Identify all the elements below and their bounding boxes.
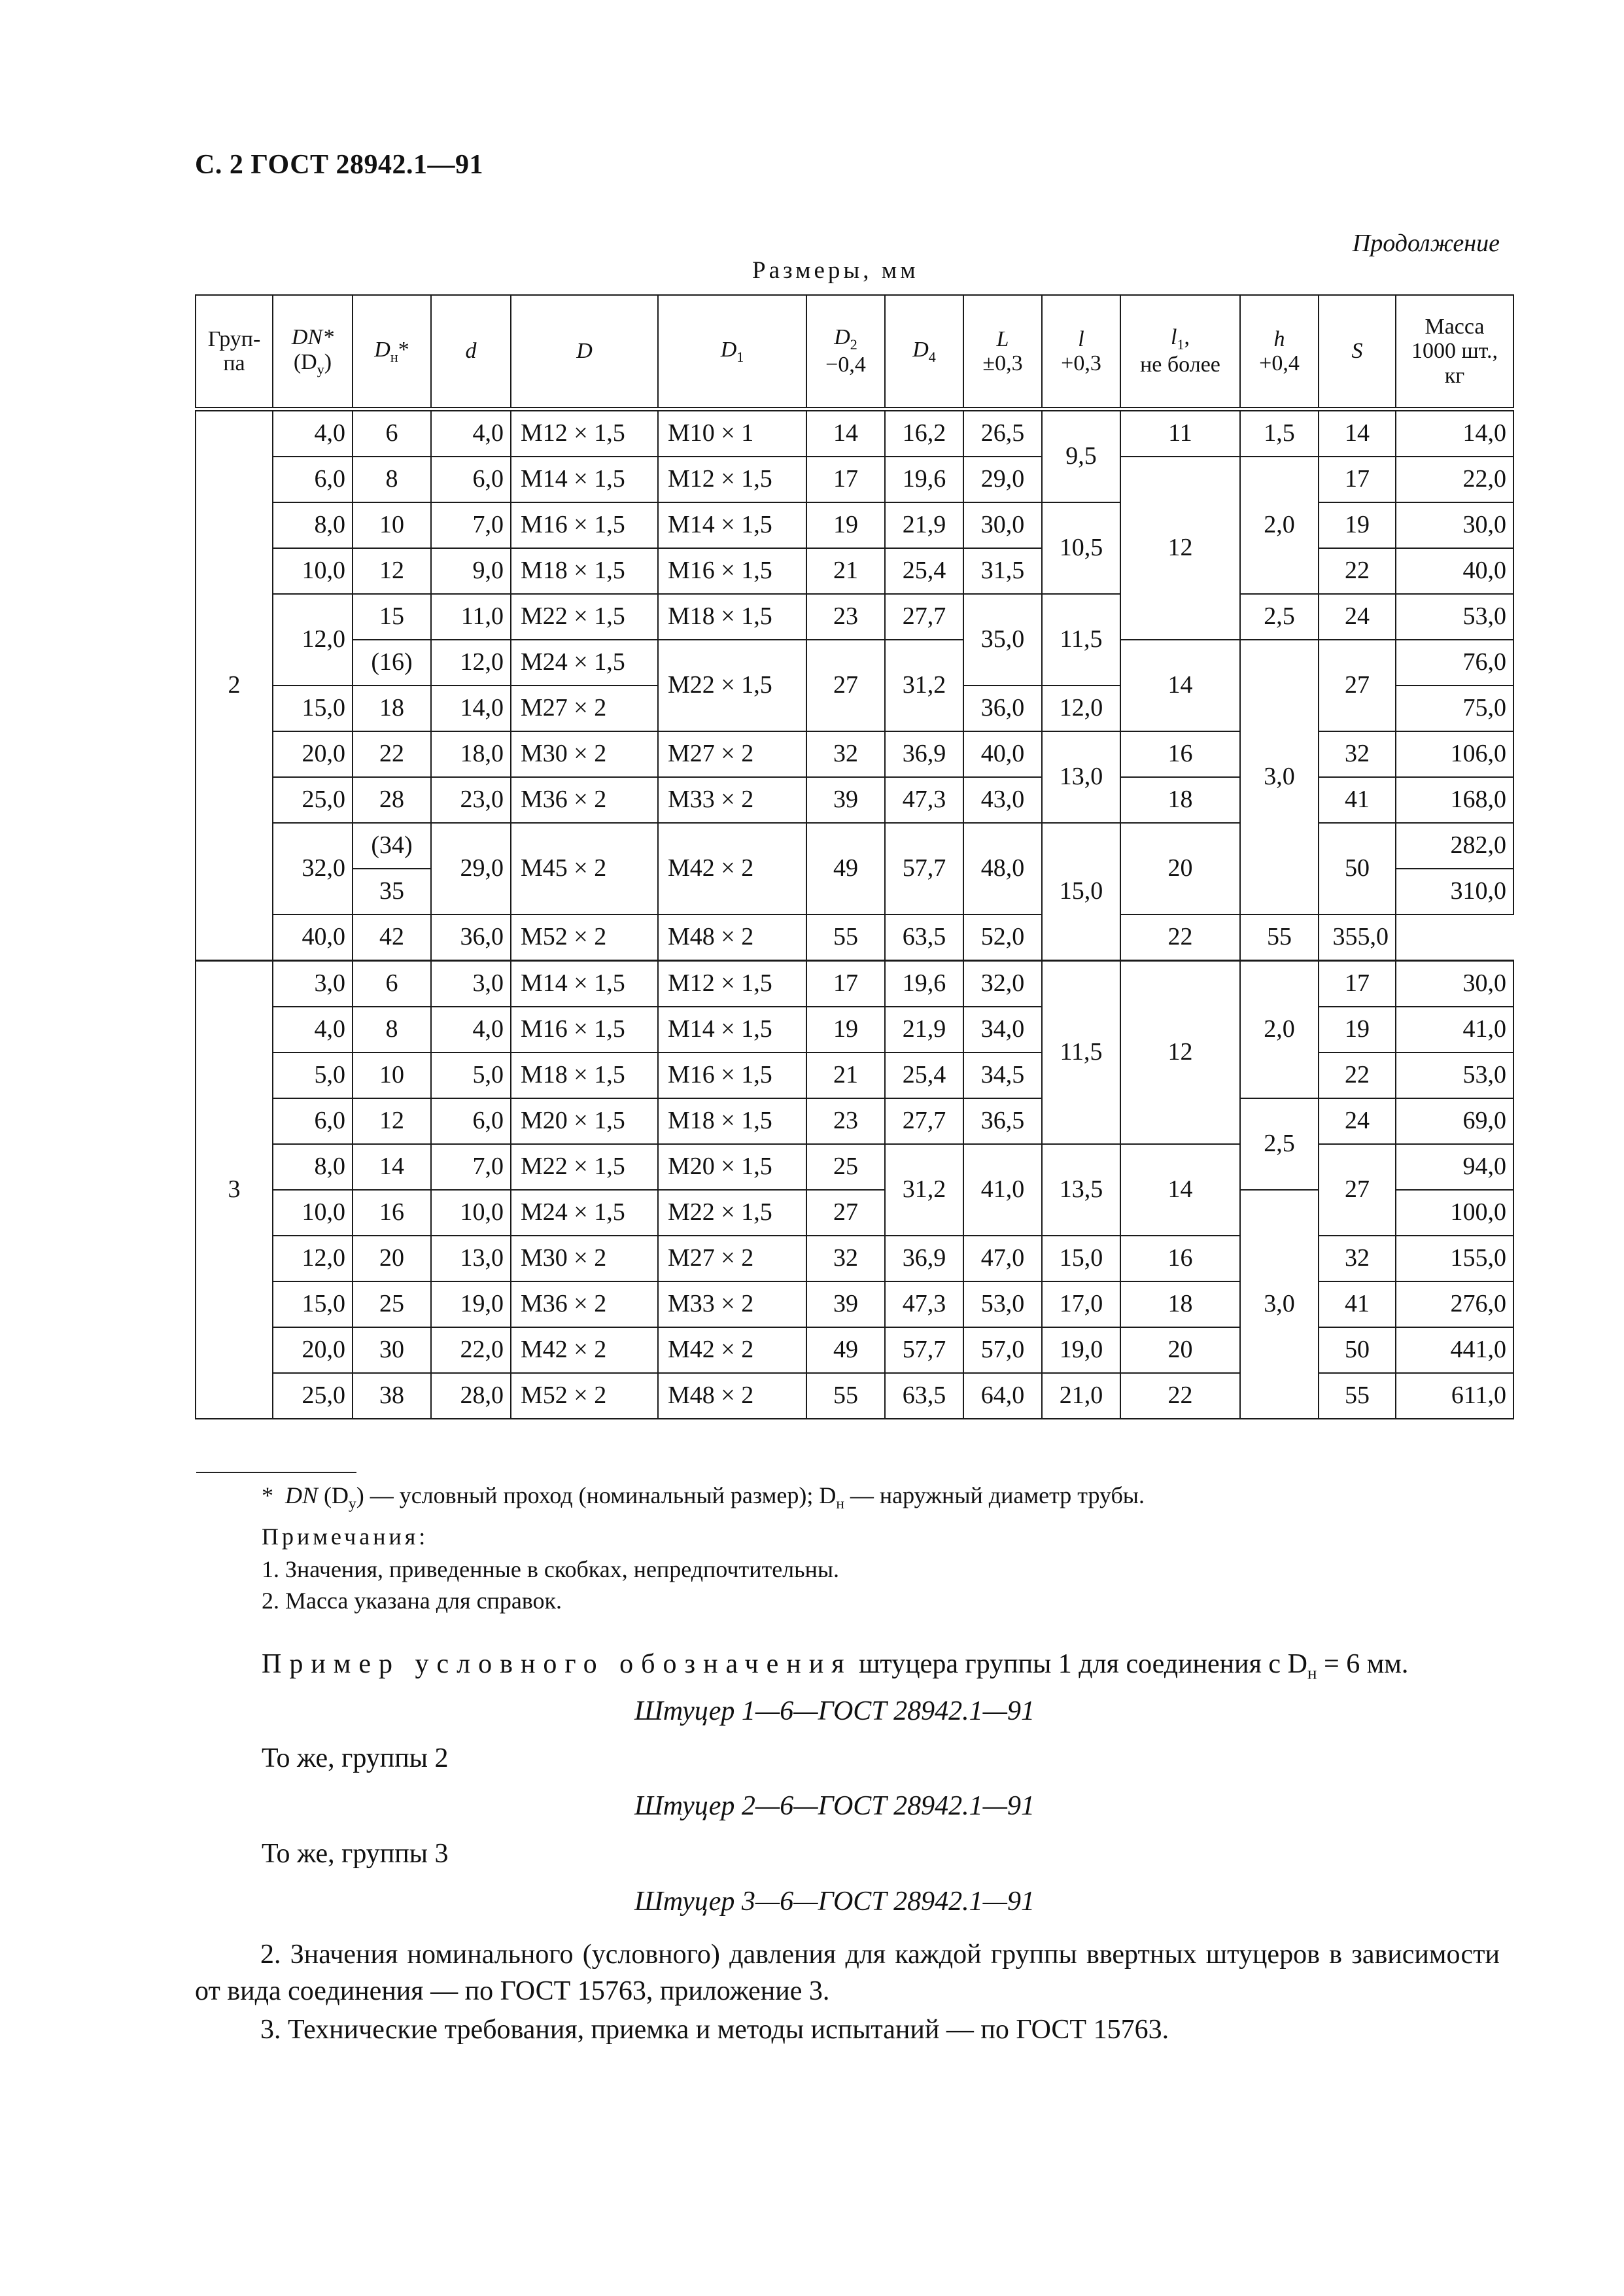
cell-L: 36,5	[963, 1098, 1042, 1144]
cell-l: 13,0	[1042, 731, 1120, 823]
cell-l: 10,5	[1042, 502, 1120, 594]
cell-l1: 16	[1120, 731, 1240, 777]
cell-l: 9,5	[1042, 409, 1120, 503]
cell-dh: 6	[353, 961, 431, 1007]
cell-dn: 10,0	[273, 548, 353, 594]
cell-D4: 57,7	[885, 823, 963, 914]
cell-l1: 14	[1120, 640, 1240, 731]
cell-D2: 23	[806, 1098, 885, 1144]
cell-dn: 8,0	[273, 1144, 353, 1190]
cell-dn: 5,0	[273, 1052, 353, 1098]
cell-dh: 20	[353, 1236, 431, 1281]
cell-S: 24	[1319, 594, 1396, 640]
continuation-label: Продолжение	[1352, 230, 1500, 257]
cell-d: 12,0	[431, 640, 511, 686]
cell-S: 19	[1319, 1007, 1396, 1052]
cell-dh: 8	[353, 1007, 431, 1052]
cell-D2: 25	[806, 1144, 885, 1190]
cell-D: M16 × 1,5	[511, 1007, 658, 1052]
cell-D1: M14 × 1,5	[658, 502, 806, 548]
cell-dn: 25,0	[273, 1373, 353, 1419]
cell-D4: 31,2	[885, 1144, 963, 1236]
cell-S: 27	[1319, 640, 1396, 731]
cell-L: 64,0	[963, 1373, 1042, 1419]
cell-S: 14	[1319, 409, 1396, 457]
cell-d: 6,0	[431, 1098, 511, 1144]
cell-h: 3,0	[1240, 1190, 1319, 1419]
cell-D2: 32	[806, 731, 885, 777]
cell-l: 19,0	[1042, 1327, 1120, 1373]
cell-D2: 21	[806, 1052, 885, 1098]
cell-d: 13,0	[431, 1236, 511, 1281]
cell-L: 41,0	[963, 1144, 1042, 1236]
cell-D: M36 × 2	[511, 777, 658, 823]
cell-D: M22 × 1,5	[511, 1144, 658, 1190]
cell-S: 19	[1319, 502, 1396, 548]
designation-1: Штуцер 1—6—ГОСТ 28942.1—91	[634, 1696, 1035, 1726]
cell-dn: 15,0	[273, 686, 353, 731]
cell-d: 23,0	[431, 777, 511, 823]
cell-l1: 16	[1120, 1236, 1240, 1281]
cell-l: 12,0	[1042, 686, 1120, 731]
cell-D: M14 × 1,5	[511, 961, 658, 1007]
cell-mass: 76,0	[1396, 640, 1513, 686]
cell-h: 1,5	[1240, 409, 1319, 457]
cell-dn: 20,0	[273, 731, 353, 777]
header-dh: $D_н*$	[353, 295, 431, 409]
cell-D2: 14	[806, 409, 885, 457]
cell-mass: 75,0	[1396, 686, 1513, 731]
cell-d: 11,0	[431, 594, 511, 640]
cell-d: 22,0	[431, 1327, 511, 1373]
cell-S: 22	[1319, 1052, 1396, 1098]
cell-D4: 36,9	[885, 731, 963, 777]
cell-l: 15,0	[1042, 823, 1120, 961]
cell-L: 29,0	[963, 457, 1042, 502]
cell-S: 41	[1319, 777, 1396, 823]
cell-l1: 14	[1120, 1144, 1240, 1236]
header-D2: $D_2$ −0,4	[806, 295, 885, 409]
cell-D: M12 × 1,5	[511, 409, 658, 457]
cell-D: M27 × 2	[511, 686, 658, 731]
cell-D4: 19,6	[885, 457, 963, 502]
table-row	[196, 409, 1513, 457]
cell-dn: 12,0	[273, 594, 353, 686]
cell-D2: 21	[806, 548, 885, 594]
cell-D1: M14 × 1,5	[658, 1007, 806, 1052]
cell-mass: 310,0	[1396, 869, 1513, 914]
cell-dh: 10	[353, 1052, 431, 1098]
cell-S: 27	[1319, 1144, 1396, 1236]
cell-d: 18,0	[431, 731, 511, 777]
cell-S: 24	[1319, 1098, 1396, 1144]
cell-dh: 12	[353, 1098, 431, 1144]
cell-D2: 49	[806, 823, 885, 914]
header-l: l +0,3	[1042, 295, 1120, 409]
cell-d: 9,0	[431, 548, 511, 594]
header-dn: DN* $(D_у)$	[273, 295, 353, 409]
cell-l: 11,5	[1042, 594, 1120, 686]
note-item: 1. Значения, приведенные в скобках, непредпочтительны.	[262, 1556, 840, 1582]
cell-d: 7,0	[431, 502, 511, 548]
cell-D4: 27,7	[885, 594, 963, 640]
cell-dh: (34)	[353, 823, 431, 869]
cell-D2: 17	[806, 457, 885, 502]
cell-d: 19,0	[431, 1281, 511, 1327]
cell-d: 7,0	[431, 1144, 511, 1190]
table-row	[196, 961, 1513, 1007]
cell-S: 17	[1319, 961, 1396, 1007]
cell-dh: 30	[353, 1327, 431, 1373]
cell-D4: 57,7	[885, 1327, 963, 1373]
cell-l1: 11	[1120, 409, 1240, 457]
cell-d: 29,0	[431, 823, 511, 914]
cell-S: 17	[1319, 457, 1396, 502]
cell-D: M24 × 1,5	[511, 1190, 658, 1236]
cell-d: 10,0	[431, 1190, 511, 1236]
cell-D: M16 × 1,5	[511, 502, 658, 548]
cell-D: M18 × 1,5	[511, 548, 658, 594]
cell-S: 32	[1319, 731, 1396, 777]
cell-L: 34,0	[963, 1007, 1042, 1052]
cell-mass: 282,0	[1396, 823, 1513, 869]
cell-L: 34,5	[963, 1052, 1042, 1098]
cell-D4: 16,2	[885, 409, 963, 457]
cell-dh: 6	[353, 409, 431, 457]
cell-dn: 15,0	[273, 1281, 353, 1327]
cell-l1: 20	[1120, 1327, 1240, 1373]
cell-D2: 19	[806, 1007, 885, 1052]
group-cell: 3	[196, 961, 273, 1419]
cell-mass: 22,0	[1396, 457, 1513, 502]
cell-dh: 12	[353, 548, 431, 594]
same-group-3: То же, группы 3	[262, 1839, 449, 1869]
cell-d: 3,0	[431, 961, 511, 1007]
cell-D1: M48 × 2	[658, 914, 806, 961]
header-D4: $D_4$	[885, 295, 963, 409]
cell-dh: 15	[353, 594, 431, 640]
cell-mass: 53,0	[1396, 594, 1513, 640]
cell-h: 2,5	[1240, 1098, 1319, 1190]
cell-D4: 19,6	[885, 961, 963, 1007]
cell-dh: 22	[353, 731, 431, 777]
cell-D: M22 × 1,5	[511, 594, 658, 640]
cell-mass: 94,0	[1396, 1144, 1513, 1190]
cell-l1: 20	[1120, 823, 1240, 914]
header-group: Груп-па	[196, 295, 273, 409]
cell-h: 2,5	[1240, 594, 1319, 640]
cell-dh: 10	[353, 502, 431, 548]
cell-l1: 12	[1120, 457, 1240, 640]
cell-D: M45 × 2	[511, 823, 658, 914]
cell-L: 40,0	[963, 731, 1042, 777]
cell-dn: 20,0	[273, 1327, 353, 1373]
cell-D1: M42 × 2	[658, 823, 806, 914]
cell-D2: 27	[806, 640, 885, 731]
cell-dh: 18	[353, 686, 431, 731]
cell-D1: M16 × 1,5	[658, 1052, 806, 1098]
cell-d: 28,0	[431, 1373, 511, 1419]
paragraph-3: 3. Технические требования, приемка и методы испытаний — по ГОСТ 15763.	[260, 2015, 1169, 2045]
cell-dh: 28	[353, 777, 431, 823]
cell-L: 35,0	[963, 594, 1042, 686]
cell-dn: 8,0	[273, 502, 353, 548]
designation-3: Штуцер 3—6—ГОСТ 28942.1—91	[634, 1887, 1035, 1917]
cell-D1: M18 × 1,5	[658, 1098, 806, 1144]
header-L: L ±0,3	[963, 295, 1042, 409]
cell-dh: (16)	[353, 640, 431, 686]
cell-l1: 18	[1120, 777, 1240, 823]
cell-S: 22	[1319, 548, 1396, 594]
cell-L: 36,0	[963, 686, 1042, 731]
cell-d: 14,0	[431, 686, 511, 731]
cell-dn: 40,0	[273, 914, 353, 961]
cell-D1: M22 × 1,5	[658, 640, 806, 731]
cell-mass: 40,0	[1396, 548, 1513, 594]
cell-D2: 32	[806, 1236, 885, 1281]
cell-mass: 276,0	[1396, 1281, 1513, 1327]
cell-D1: M42 × 2	[658, 1327, 806, 1373]
cell-D1: M27 × 2	[658, 731, 806, 777]
designation-example: Пример условного обозначения штуцера группы 1 для соединения с $D_н = 6$ мм.	[262, 1649, 1409, 1683]
table-header-row	[196, 295, 1513, 409]
cell-L: 48,0	[963, 823, 1042, 914]
designation-2: Штуцер 2—6—ГОСТ 28942.1—91	[634, 1791, 1035, 1821]
cell-mass: 106,0	[1396, 731, 1513, 777]
same-group-2: То же, группы 2	[262, 1743, 449, 1773]
cell-D1: M33 × 2	[658, 1281, 806, 1327]
cell-L: 53,0	[963, 1281, 1042, 1327]
cell-dn: 6,0	[273, 457, 353, 502]
table-row	[196, 914, 1513, 961]
paragraph-2: 2. Значения номинального (условного) давления для каждой группы ввертных штуцеров в зависимости от вида соединения — по ГОСТ 15763, приложение 3.	[195, 1939, 1500, 2006]
notes-title: Примечания:	[262, 1523, 429, 1550]
cell-D1: M18 × 1,5	[658, 594, 806, 640]
cell-D4: 47,3	[885, 777, 963, 823]
cell-D1: M27 × 2	[658, 1236, 806, 1281]
cell-D: M30 × 2	[511, 731, 658, 777]
header-D1: $D_1$	[658, 295, 806, 409]
cell-dn: 3,0	[273, 961, 353, 1007]
cell-mass: 168,0	[1396, 777, 1513, 823]
cell-D2: 17	[806, 961, 885, 1007]
cell-D1: M16 × 1,5	[658, 548, 806, 594]
cell-l: 17,0	[1042, 1281, 1120, 1327]
cell-l: 11,5	[1042, 961, 1120, 1145]
cell-dh: 14	[353, 1144, 431, 1190]
cell-D1: M12 × 1,5	[658, 961, 806, 1007]
cell-D4: 25,4	[885, 548, 963, 594]
cell-D: M36 × 2	[511, 1281, 658, 1327]
table-row	[196, 640, 1513, 686]
cell-dn: 25,0	[273, 777, 353, 823]
cell-d: 6,0	[431, 457, 511, 502]
cell-L: 47,0	[963, 1236, 1042, 1281]
cell-D1: M48 × 2	[658, 1373, 806, 1419]
cell-D2: 27	[806, 1190, 885, 1236]
cell-D2: 19	[806, 502, 885, 548]
cell-D4: 27,7	[885, 1098, 963, 1144]
cell-D1: M10 × 1	[658, 409, 806, 457]
dimensions-table	[195, 294, 1514, 1419]
cell-D2: 55	[806, 1373, 885, 1419]
cell-dn: 12,0	[273, 1236, 353, 1281]
cell-mass: 355,0	[1319, 914, 1396, 961]
cell-D2: 39	[806, 1281, 885, 1327]
cell-l: 13,5	[1042, 1144, 1120, 1236]
cell-L: 43,0	[963, 777, 1042, 823]
cell-D: M18 × 1,5	[511, 1052, 658, 1098]
cell-D4: 25,4	[885, 1052, 963, 1098]
header-l1: $l_1$, не более	[1120, 295, 1240, 409]
cell-mass: 611,0	[1396, 1373, 1513, 1419]
cell-S: 55	[1240, 914, 1319, 961]
cell-mass: 41,0	[1396, 1007, 1513, 1052]
header-d: d	[431, 295, 511, 409]
cell-l: 15,0	[1042, 1236, 1120, 1281]
footnote-rule	[196, 1472, 356, 1473]
cell-dh: 16	[353, 1190, 431, 1236]
cell-dh: 35	[353, 869, 431, 914]
header-h: h +0,4	[1240, 295, 1319, 409]
cell-L: 26,5	[963, 409, 1042, 457]
cell-D: M20 × 1,5	[511, 1098, 658, 1144]
cell-d: 4,0	[431, 409, 511, 457]
cell-l1: 12	[1120, 961, 1240, 1145]
cell-h: 3,0	[1240, 640, 1319, 914]
cell-dh: 25	[353, 1281, 431, 1327]
cell-D1: M22 × 1,5	[658, 1190, 806, 1236]
cell-D: M30 × 2	[511, 1236, 658, 1281]
cell-D4: 21,9	[885, 502, 963, 548]
cell-dn: 4,0	[273, 1007, 353, 1052]
cell-S: 50	[1319, 1327, 1396, 1373]
header-S: S	[1319, 295, 1396, 409]
header-D: D	[511, 295, 658, 409]
cell-L: 57,0	[963, 1327, 1042, 1373]
cell-D1: M20 × 1,5	[658, 1144, 806, 1190]
cell-L: 52,0	[963, 914, 1042, 961]
cell-D4: 36,9	[885, 1236, 963, 1281]
cell-dn: 10,0	[273, 1190, 353, 1236]
cell-S: 41	[1319, 1281, 1396, 1327]
cell-D4: 63,5	[885, 1373, 963, 1419]
cell-mass: 69,0	[1396, 1098, 1513, 1144]
cell-D2: 49	[806, 1327, 885, 1373]
cell-D: M52 × 2	[511, 1373, 658, 1419]
cell-D: M52 × 2	[511, 914, 658, 961]
cell-dh: 8	[353, 457, 431, 502]
cell-L: 32,0	[963, 961, 1042, 1007]
cell-dn: 6,0	[273, 1098, 353, 1144]
cell-h: 2,0	[1240, 961, 1319, 1099]
cell-D2: 23	[806, 594, 885, 640]
cell-dn: 4,0	[273, 409, 353, 457]
table-row	[196, 1190, 1513, 1236]
cell-D2: 55	[806, 914, 885, 961]
group-cell: 2	[196, 409, 273, 961]
dimensions-caption: Размеры, мм	[752, 257, 919, 284]
cell-L: 31,5	[963, 548, 1042, 594]
cell-D: M24 × 1,5	[511, 640, 658, 686]
cell-S: 55	[1319, 1373, 1396, 1419]
cell-dh: 38	[353, 1373, 431, 1419]
cell-mass: 53,0	[1396, 1052, 1513, 1098]
cell-mass: 30,0	[1396, 502, 1513, 548]
cell-L: 30,0	[963, 502, 1042, 548]
cell-D4: 47,3	[885, 1281, 963, 1327]
cell-d: 36,0	[431, 914, 511, 961]
cell-mass: 441,0	[1396, 1327, 1513, 1373]
cell-D2: 39	[806, 777, 885, 823]
cell-l1: 22	[1120, 914, 1240, 961]
table-row	[196, 594, 1513, 640]
cell-mass: 30,0	[1396, 961, 1513, 1007]
cell-dn: 32,0	[273, 823, 353, 914]
cell-h: 2,0	[1240, 457, 1319, 594]
cell-l: 21,0	[1042, 1373, 1120, 1419]
cell-mass: 100,0	[1396, 1190, 1513, 1236]
footnote: * DN $(D_у)$ — условный проход (номинальный размер); $D_н$ — наружный диаметр трубы.	[262, 1482, 1145, 1513]
note-item: 2. Масса указана для справок.	[262, 1588, 562, 1614]
cell-dh: 42	[353, 914, 431, 961]
page-header: С. 2 ГОСТ 28942.1—91	[195, 150, 484, 180]
cell-D1: M12 × 1,5	[658, 457, 806, 502]
cell-S: 50	[1319, 823, 1396, 914]
table-row	[196, 457, 1513, 502]
cell-S: 32	[1319, 1236, 1396, 1281]
cell-D1: M33 × 2	[658, 777, 806, 823]
header-mass: Масса 1000 шт., кг	[1396, 295, 1513, 409]
cell-D4: 31,2	[885, 640, 963, 731]
cell-l1: 18	[1120, 1281, 1240, 1327]
cell-D4: 21,9	[885, 1007, 963, 1052]
cell-d: 4,0	[431, 1007, 511, 1052]
cell-mass: 14,0	[1396, 409, 1513, 457]
cell-D: M14 × 1,5	[511, 457, 658, 502]
cell-D4: 63,5	[885, 914, 963, 961]
cell-mass: 155,0	[1396, 1236, 1513, 1281]
cell-l1: 22	[1120, 1373, 1240, 1419]
table-row	[196, 1098, 1513, 1144]
cell-d: 5,0	[431, 1052, 511, 1098]
cell-D: M42 × 2	[511, 1327, 658, 1373]
